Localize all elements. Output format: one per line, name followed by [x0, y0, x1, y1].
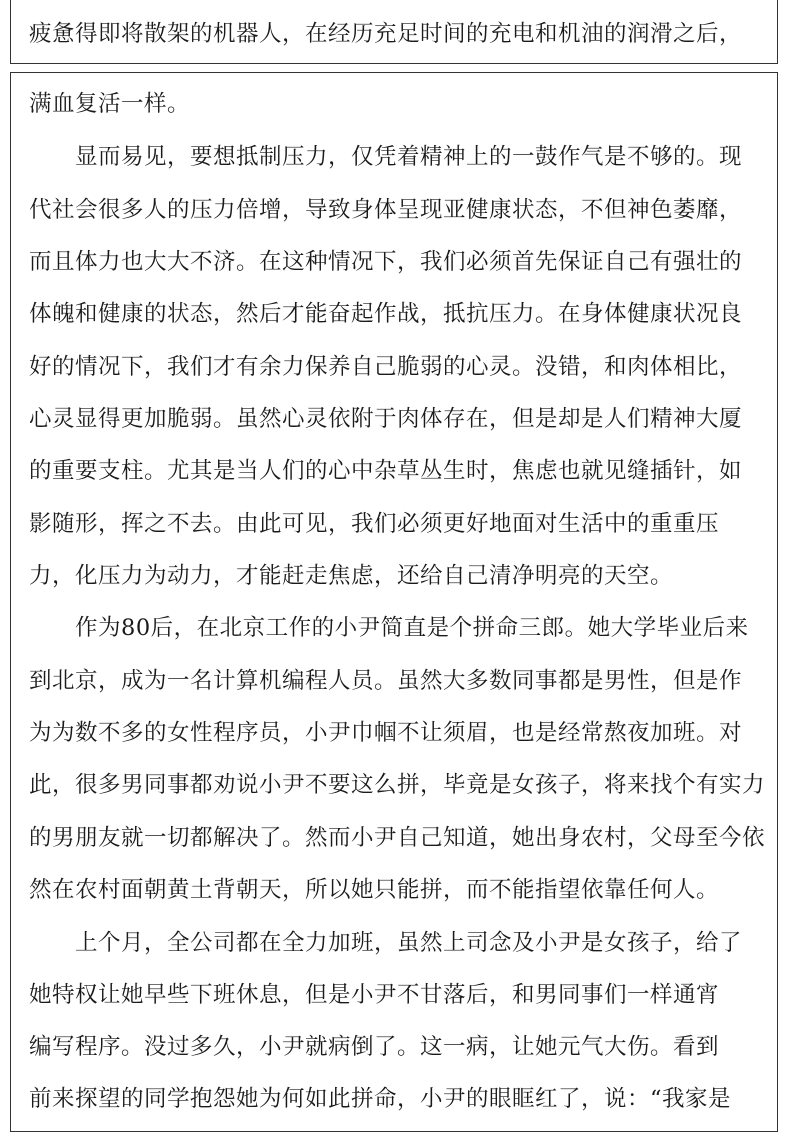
text-line: 满血复活一样。	[29, 91, 191, 117]
text-line: 疲惫得即将散架的机器人，在经历充足时间的充电和机油的润滑之后，	[29, 21, 743, 47]
text-line: 而且体力也大大不济。在这种情况下，我们必须首先保证自己有强壮的	[29, 249, 743, 275]
text-line: 到北京，成为一名计算机编程人员。虽然大多数同事都是男性，但是作	[29, 668, 743, 694]
text-line: 影随形，挥之不去。由此可见，我们必须更好地面对生活中的重重压	[29, 511, 720, 537]
paragraph-first-line: 上个月，全公司都在全力加班，虽然上司念及小尹是女孩子，给了	[75, 930, 743, 956]
text-line: 的男朋友就一切都解决了。然而小尹自己知道，她出身农村，父母至今依	[29, 825, 766, 851]
text-line: 为为数不多的女性程序员，小尹巾帼不让须眉，也是经常熬夜加班。对	[29, 720, 743, 746]
text-line: 然在农村面朝黄土背朝天，所以她只能拼，而不能指望依靠任何人。	[29, 877, 720, 903]
text-line: 此，很多男同事都劝说小尹不要这么拼，毕竟是女孩子，将来找个有实力	[29, 772, 766, 798]
text-line: 体魄和健康的状态，然后才能奋起作战，抵抗压力。在身体健康状况良	[29, 301, 743, 327]
text-line: 的重要支柱。尤其是当人们的心中杂草丛生时，焦虑也就见缝插针，如	[29, 458, 743, 484]
paragraph-first-line: 显而易见，要想抵制压力，仅凭着精神上的一鼓作气是不够的。现	[75, 144, 743, 170]
main-text-box	[10, 72, 778, 1132]
text-line: 力，化压力为动力，才能赶走焦虑，还给自己清净明亮的天空。	[29, 563, 674, 589]
text-line: 前来探望的同学抱怨她为何如此拼命，小尹的眼眶红了，说：“我家是	[29, 1086, 732, 1112]
text-line: 好的情况下，我们才有余力保养自己脆弱的心灵。没错，和肉体相比，	[29, 354, 743, 380]
paragraph-first-line: 作为80后，在北京工作的小尹简直是个拼命三郎。她大学毕业后来	[75, 615, 749, 641]
top-text-box	[10, 0, 778, 64]
text-line: 心灵显得更加脆弱。虽然心灵依附于肉体存在，但是却是人们精神大厦	[29, 406, 743, 432]
text-line: 编写程序。没过多久，小尹就病倒了。这一病，让她元气大伤。看到	[29, 1034, 720, 1060]
text-line: 她特权让她早些下班休息，但是小尹不甘落后，和男同事们一样通宵	[29, 982, 720, 1008]
text-line: 代社会很多人的压力倍增，导致身体呈现亚健康状态，不但神色萎靡，	[29, 197, 743, 223]
